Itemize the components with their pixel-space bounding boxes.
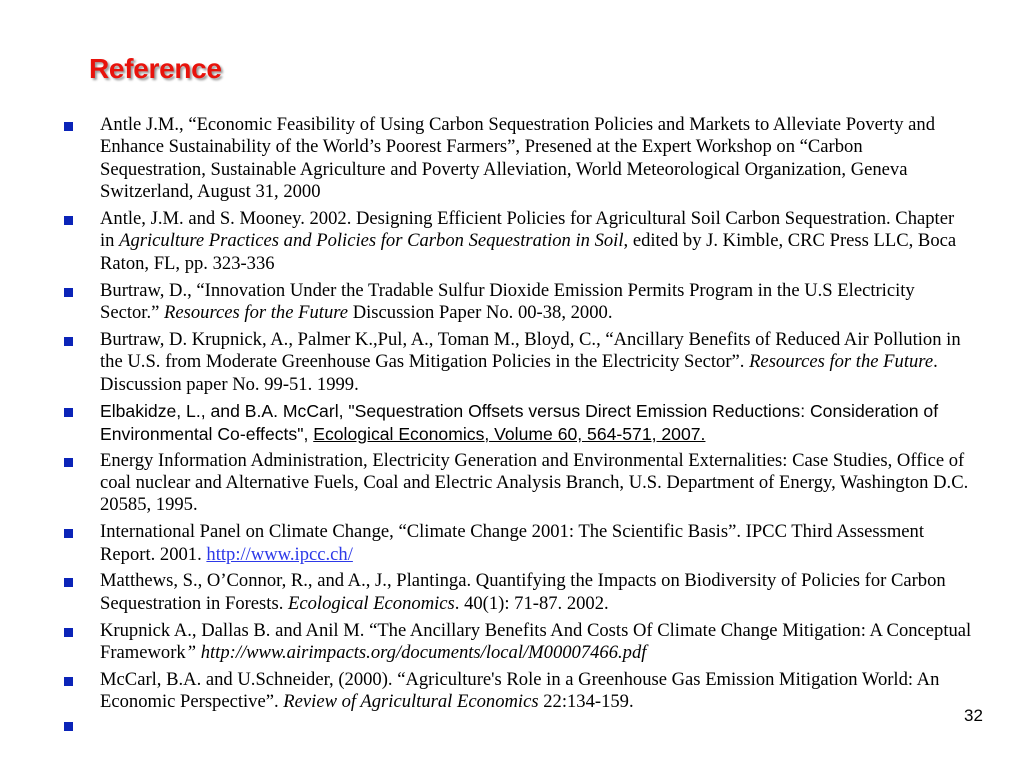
square-bullet-icon (64, 458, 73, 467)
reference-item (62, 400, 972, 445)
reference-text-tail: . Discussion paper No. 99-51. 1999. (100, 351, 938, 395)
square-bullet-icon (64, 628, 73, 637)
reference-item (62, 280, 972, 325)
reference-source-title: Agriculture Practices and Policies for Carbon Sequestration in Soil (119, 230, 624, 252)
reference-url: ” http://www.airimpacts.org/documents/local/M00007466.pdf (185, 642, 647, 664)
page-number: 32 (964, 706, 983, 725)
reference-list (62, 114, 972, 718)
reference-source-title: Ecological Economics (288, 592, 455, 614)
square-bullet-icon (64, 288, 73, 297)
square-bullet-icon (64, 122, 73, 131)
reference-source-title: Resources for the Future (749, 351, 934, 373)
reference-text-tail: . 40(1): 71-87. 2002. (454, 592, 609, 614)
square-bullet-icon (64, 529, 73, 538)
reference-text: Antle J.M., “Economic Feasibility of Using Carbon Sequestration Policies and Markets to Alleviate Poverty and Enhance Sustainability of the World’s Poorest Farmers”, Presened at the Expert Workshop on “Carbon Sequestration, Sustainable Agriculture and Poverty Alleviation, World Meteorological Organization, Geneva Switzerland, August 31, 2000 (100, 114, 936, 203)
square-bullet-icon (64, 677, 73, 686)
reference-item (62, 329, 972, 396)
ipcc-link[interactable]: http://www.ipcc.ch/ (206, 543, 353, 565)
reference-item (62, 208, 972, 275)
square-bullet-icon (64, 578, 73, 587)
reference-text: International Panel on Climate Change, “Climate Change 2001: The Scientific Basis”. IPCC Third Assessment Report. 2001. (100, 521, 925, 565)
reference-text: Matthews, S., O’Connor, R., and A., J., Plantinga. Quantifying the Impacts on Biodiversity of Policies for Carbon Sequestration in Forests. (100, 570, 946, 614)
reference-item (62, 450, 972, 517)
reference-text: Elbakidze, L., and B.A. McCarl, "Sequestration Offsets versus Direct Emission Reductions: Consideration of Environmental Co-effects", (100, 401, 939, 444)
reference-text-tail: , edited by J. Kimble, CRC Press LLC, Boca Raton, FL, pp. 323-336 (100, 230, 957, 274)
reference-item (62, 114, 972, 204)
reference-source-title: Ecological Economics, Volume 60, 564-571, 2007. (313, 423, 706, 444)
slide-title: Reference (89, 53, 222, 84)
square-bullet-icon (64, 408, 73, 417)
square-bullet-icon (64, 337, 73, 346)
reference-text: Burtraw, D., “Innovation Under the Tradable Sulfur Dioxide Emission Permits Program in the U.S Electricity Sector.” (100, 279, 915, 324)
square-bullet-icon (64, 216, 73, 225)
reference-item (62, 570, 972, 615)
square-bullet-icon (64, 722, 73, 731)
reference-text-tail: 22:134-159. (538, 691, 634, 713)
reference-text: Energy Information Administration, Electricity Generation and Environmental Externalities: Case Studies, Office of coal nuclear and Alternative Fuels, Coal and Electric Analysis Branch, U.S. Department of Energy, Washington D.C. 20585, 1995. (100, 449, 969, 516)
reference-item (62, 669, 972, 714)
reference-item (62, 521, 972, 566)
reference-item (62, 620, 972, 665)
reference-text: McCarl, B.A. and U.Schneider, (2000). “Agriculture's Role in a Greenhouse Gas Emission Mitigation World: An Economic Perspective”. (100, 668, 940, 713)
reference-source-title: Review of Agricultural Economics (283, 691, 539, 713)
reference-source-title: Resources for the Future (164, 302, 349, 324)
reference-text: Burtraw, D. Krupnick, A., Palmer K.,Pul, A., Toman M., Bloyd, C., “Ancillary Benefits of Reduced Air Pollution in the U.S. from Moderate Greenhouse Gas Mitigation Policies in the Electricity Sector”. (100, 328, 961, 373)
reference-text: Krupnick A., Dallas B. and Anil M. “The Ancillary Benefits And Costs Of Climate Change Mitigation: A Conceptual Framework (100, 619, 972, 664)
reference-text-tail: Discussion Paper No. 00-38, 2000. (348, 302, 613, 324)
reference-text: Antle, J.M. and S. Mooney. 2002. Designing Efficient Policies for Agricultural Soil Carbon Sequestration. Chapter in (100, 208, 955, 252)
